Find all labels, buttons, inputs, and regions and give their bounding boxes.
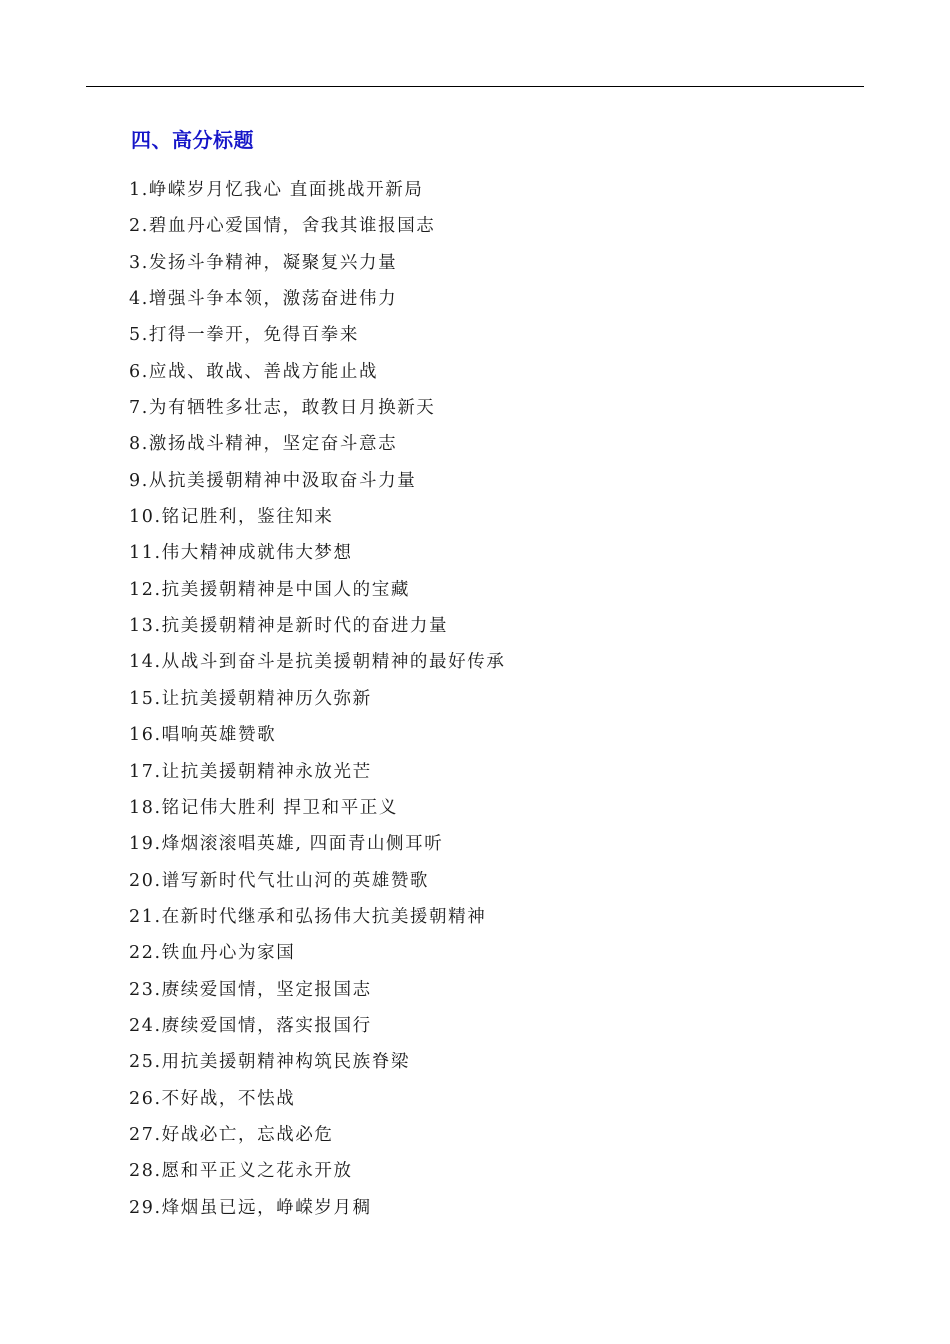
- list-item: 4.增强斗争本领，激荡奋进伟力: [129, 289, 398, 310]
- list-item: 18.铭记伟大胜利 捍卫和平正义: [129, 797, 398, 818]
- list-item: 12.抗美援朝精神是中国人的宝藏: [129, 579, 410, 600]
- list-item: 28.愿和平正义之花永开放: [129, 1161, 353, 1182]
- list-item: 22.铁血丹心为家国: [129, 943, 296, 964]
- list-item: 24.赓续爱国情，落实报国行: [129, 1015, 372, 1036]
- title-list: [129, 172, 505, 1226]
- list-item: 8.激扬战斗精神，坚定奋斗意志: [129, 434, 398, 455]
- list-item: 5.打得一拳开，免得百拳来: [129, 325, 359, 346]
- list-item: 15.让抗美援朝精神历久弥新: [129, 688, 372, 709]
- list-item: 6.应战、敢战、善战方能止战: [129, 361, 379, 382]
- list-item: 17.让抗美援朝精神永放光芒: [129, 761, 372, 782]
- list-item: 20.谱写新时代气壮山河的英雄赞歌: [129, 870, 430, 891]
- list-item: 13.抗美援朝精神是新时代的奋进力量: [129, 616, 449, 637]
- list-item: 1.峥嵘岁月忆我心 直面挑战开新局: [129, 180, 424, 200]
- list-item: 21.在新时代继承和弘扬伟大抗美援朝精神: [129, 906, 487, 927]
- list-item: 26.不好战，不怯战: [129, 1088, 296, 1109]
- section-title: 四、高分标题: [131, 128, 254, 152]
- list-item: 2.碧血丹心爱国情，舍我其谁报国志: [129, 216, 436, 237]
- list-item: 29.烽烟虽已远，峥嵘岁月稠: [129, 1197, 372, 1218]
- list-item: 10.铭记胜利，鉴往知来: [129, 507, 334, 528]
- list-item: 14.从战斗到奋斗是抗美援朝精神的最好传承: [129, 652, 506, 673]
- list-item: 25.用抗美援朝精神构筑民族脊梁: [129, 1052, 410, 1073]
- list-item: 3.发扬斗争精神，凝聚复兴力量: [129, 252, 398, 273]
- header-rule: [86, 86, 864, 87]
- list-item: 11.伟大精神成就伟大梦想: [129, 543, 353, 564]
- list-item: 23.赓续爱国情，坚定报国志: [129, 979, 372, 1000]
- list-item: 7.为有牺牲多壮志，敢教日月换新天: [129, 398, 436, 419]
- list-item: 27.好战必亡，忘战必危: [129, 1124, 334, 1145]
- list-item: 16.唱响英雄赞歌: [129, 725, 277, 746]
- list-item: 9.从抗美援朝精神中汲取奋斗力量: [129, 470, 417, 491]
- list-item: 19.烽烟滚滚唱英雄, 四面青山侧耳听: [129, 834, 444, 855]
